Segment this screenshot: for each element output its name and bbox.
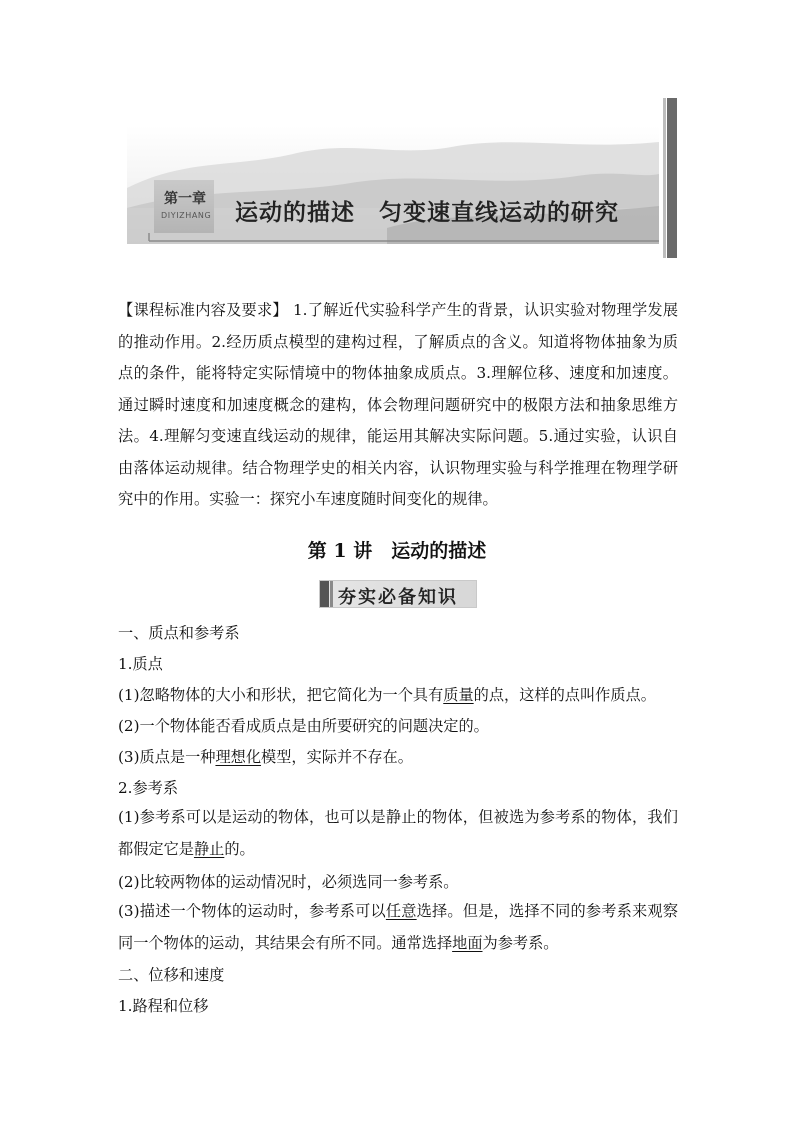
section-badge-label: 夯实必备知识 (338, 587, 458, 608)
section-badge (319, 580, 477, 608)
chapter-pinyin: DIYIZHANG (161, 211, 212, 220)
text-segment: 模型，实际并不存在。 (261, 748, 413, 766)
landscape-illustration (127, 98, 679, 258)
text-segment: (1)参考系可以是运动的物体，也可以是静止的物体，但被选为参考系的物体，我们都假定它是 (118, 808, 678, 858)
subheading-particle: 1.质点 (118, 655, 163, 673)
particle-point-2: (2)一个物体能否看成质点是由所要研究的问题决定的。 (118, 717, 489, 735)
badge-bar-thin (330, 581, 333, 607)
reference-point-1 (118, 802, 678, 865)
chapter-number: 第一章 (164, 191, 206, 207)
chapter-title: 运动的描述 匀变速直线运动的研究 (235, 200, 619, 226)
reference-point-2: (2)比较两物体的运动情况时，必须选同一参考系。 (118, 873, 459, 891)
curriculum-requirements (118, 295, 678, 516)
text-segment: 为参考系。 (482, 933, 559, 952)
underlined-term: 质量 (443, 686, 474, 704)
section-heading-1: 一、质点和参考系 (118, 624, 240, 642)
particle-point-3 (118, 746, 413, 767)
underlined-term: 地面 (452, 933, 483, 952)
subheading-distance-displacement: 1.路程和位移 (118, 997, 209, 1015)
section-heading-2: 二、位移和速度 (118, 966, 225, 984)
chapter-banner (127, 98, 679, 258)
reference-point-3 (118, 896, 678, 959)
badge-bar (320, 581, 329, 607)
underlined-term: 静止 (193, 839, 225, 858)
subheading-reference-frame: 2.参考系 (118, 779, 179, 797)
text-segment: (3)描述一个物体的运动时，参考系可以 (118, 902, 386, 920)
text-segment: 的。 (224, 839, 255, 858)
particle-point-1 (118, 684, 656, 705)
text-segment: 的点，这样的点叫作质点。 (473, 686, 656, 704)
text-segment: (1)忽略物体的大小和形状，把它简化为一个具有 (118, 686, 444, 704)
underlined-term: 理想化 (215, 748, 262, 766)
requirements-text: 1.了解近代实验科学产生的背景，认识实验对物理学发展的推动作用。2.经历质点模型的建构过程，了解质点的含义。知道将物体抽象为质点的条件，能将特定实际情境中的物体抽象成质点。3.理解位移、速度和加速度。通过瞬时速度和加速度概念的建构，体会物理问题研究中的极限方法和抽象思维方法。4.理解匀变速直线运动的规律，能运用其解决实际问题。5.通过实验，认识自由落体运动规律。结合物理学史的相关内容，认识物理实验与科学推理在物理学研究中的作用。实验一：探究小车速度随时间变化的规律。 (118, 301, 679, 508)
underlined-term: 任意 (385, 902, 417, 920)
chapter-number-box (154, 180, 214, 233)
lecture-title: 第 1 讲 运动的描述 (307, 540, 487, 562)
text-segment: (3)质点是一种 (118, 748, 216, 766)
text-segment: 选择。但是，选择不同的参考系来观察同一个物体的运动，其结果会有所不同。通常选择 (118, 902, 679, 952)
requirements-heading: 【课程标准内容及要求】 (118, 301, 288, 319)
